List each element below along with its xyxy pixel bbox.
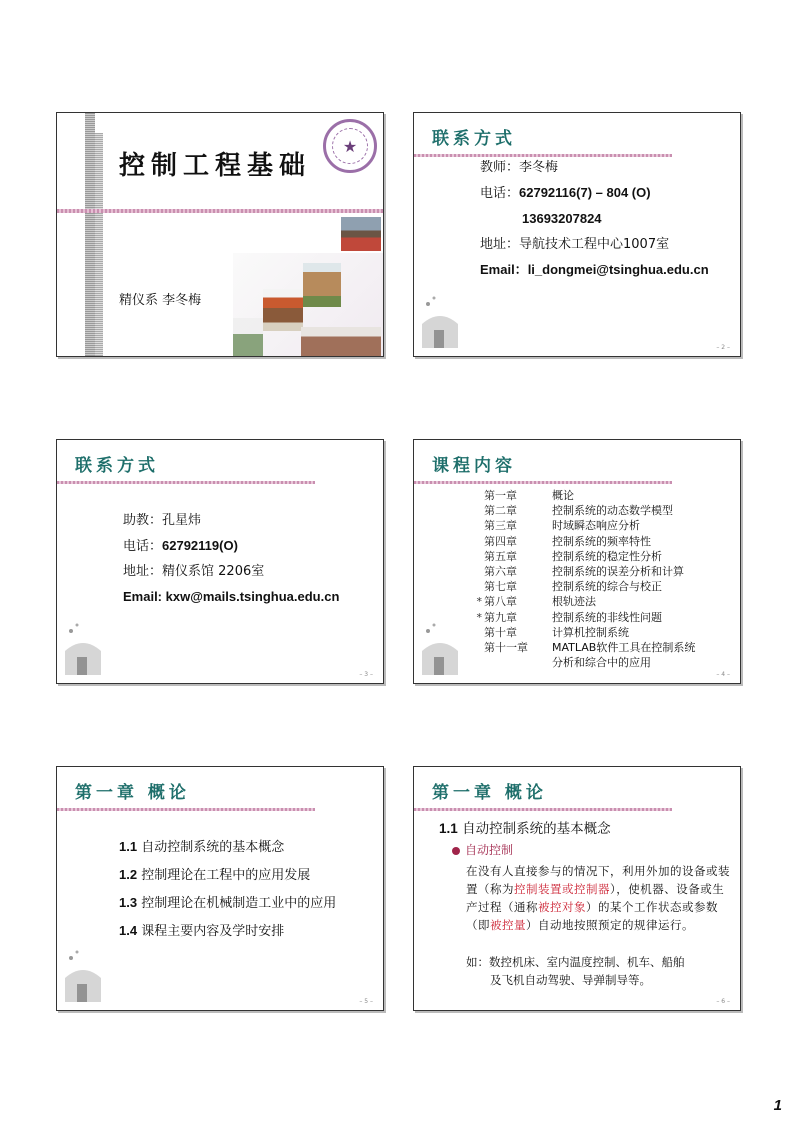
list-item: 分析和综合中的应用	[552, 656, 651, 670]
section-heading: 1.1 自动控制系统的基本概念	[439, 821, 611, 837]
campus-photo-building	[301, 327, 381, 357]
highlight-term: 控制装置或控制器	[514, 882, 610, 896]
contact-phone: 电话：62792116(7) – 804 (O)	[480, 185, 651, 201]
title-divider	[57, 209, 384, 213]
slide-2-contact-teacher	[413, 112, 741, 357]
tsinghua-seal-icon: ★	[323, 119, 377, 173]
list-item: 1.1 自动控制系统的基本概念	[119, 839, 285, 855]
list-item: 第十一章 MATLAB软件工具在控制系统	[484, 641, 696, 655]
list-item: 第三章 时域瞬态响应分析	[484, 519, 640, 533]
list-item: 第二章 控制系统的动态数学模型	[484, 504, 673, 518]
list-item: * 第八章 根轨迹法	[476, 595, 596, 609]
decorative-stripe	[95, 133, 103, 357]
slide-page-number: – 3 –	[359, 671, 373, 678]
list-item: * 第九章 控制系统的非线性问题	[476, 610, 662, 624]
campus-photo-auditorium	[303, 263, 341, 307]
campus-photo-stadium	[341, 217, 381, 251]
title-divider	[414, 808, 672, 811]
slide-page-number: – 2 –	[716, 344, 730, 351]
section-list	[119, 833, 336, 945]
highlight-term: 被控量	[490, 918, 526, 932]
definition-paragraph: 在没有人直接参与的情况下，利用外加的设备或装置（称为控制装置或控制器），使机器、设备或生产过程（通称被控对象）的某个工作状态或参数（即被控量）自动地按照预定的规律运行。	[466, 864, 730, 932]
list-item: 1.2 控制理论在工程中的应用发展	[119, 867, 311, 883]
bullet-dot-icon	[452, 847, 460, 855]
title-divider	[414, 481, 672, 484]
decorative-stripe	[85, 113, 95, 357]
slide-page-number: – 5 –	[359, 998, 373, 1005]
example-paragraph: 如：数控机床、室内温度控制、机车、船舶 及飞机自动驾驶、导弹制导等。	[466, 955, 685, 987]
contact-lines	[123, 508, 339, 610]
campus-photo-pavilion	[263, 289, 303, 331]
highlight-term: 被控对象	[538, 900, 586, 914]
contact-teacher: 教师：李冬梅	[480, 160, 559, 175]
slide-title: 第一章 概论	[75, 783, 190, 803]
slide-page-number: – 4 –	[716, 671, 730, 678]
pavilion-sketch-icon	[418, 290, 462, 350]
slide-page-number: – 6 –	[716, 998, 730, 1005]
title-divider	[57, 481, 315, 484]
list-item: 第一章 概论	[484, 489, 574, 502]
list-item: 1.4 课程主要内容及学时安排	[119, 923, 285, 939]
contact-phone: 电话：62792119(O)	[123, 538, 238, 554]
list-item: 1.3 控制理论在机械制造工业中的应用	[119, 895, 337, 911]
slide-title: 联系方式	[432, 129, 516, 149]
slide-4-course-content	[413, 439, 741, 684]
contact-address: 地址：导航技术工程中心1007室	[480, 237, 670, 252]
pavilion-sketch-icon	[61, 944, 105, 1004]
slide-title: 联系方式	[75, 456, 159, 476]
contact-lines	[480, 155, 709, 283]
title-divider	[57, 808, 315, 811]
pavilion-sketch-icon	[418, 617, 462, 677]
slide-6-basic-concepts	[413, 766, 741, 1011]
slide-3-contact-assistant	[56, 439, 384, 684]
document-page-number: 1	[773, 1097, 782, 1114]
author-line: 精仪系 李冬梅	[119, 293, 202, 308]
contact-mobile: 13693207824	[522, 211, 602, 226]
contact-email: Email：li_dongmei@tsinghua.edu.cn	[480, 262, 709, 277]
bullet-heading: 自动控制	[452, 841, 513, 858]
list-item: 第四章 控制系统的频率特性	[484, 534, 651, 548]
list-item: 第六章 控制系统的误差分析和计算	[484, 565, 684, 579]
slide-title: 课程内容	[432, 456, 516, 476]
campus-photo-tree	[233, 318, 263, 357]
contact-assistant: 助教：孔星炜	[123, 513, 202, 528]
list-item: 第五章 控制系统的稳定性分析	[484, 549, 662, 563]
course-title: 控制工程基础	[119, 151, 312, 181]
contact-address: 地址：精仪系馆 2206室	[123, 564, 265, 579]
slide-title: 第一章 概论	[432, 783, 547, 803]
slide-5-chapter1-outline	[56, 766, 384, 1011]
chapter-list	[470, 488, 695, 670]
pavilion-sketch-icon	[61, 617, 105, 677]
slide-1-cover	[56, 112, 384, 357]
list-item: 第十章 计算机控制系统	[484, 625, 629, 639]
list-item: 第七章 控制系统的综合与校正	[484, 580, 662, 594]
contact-email: Email: kxw@mails.tsinghua.edu.cn	[123, 589, 340, 604]
